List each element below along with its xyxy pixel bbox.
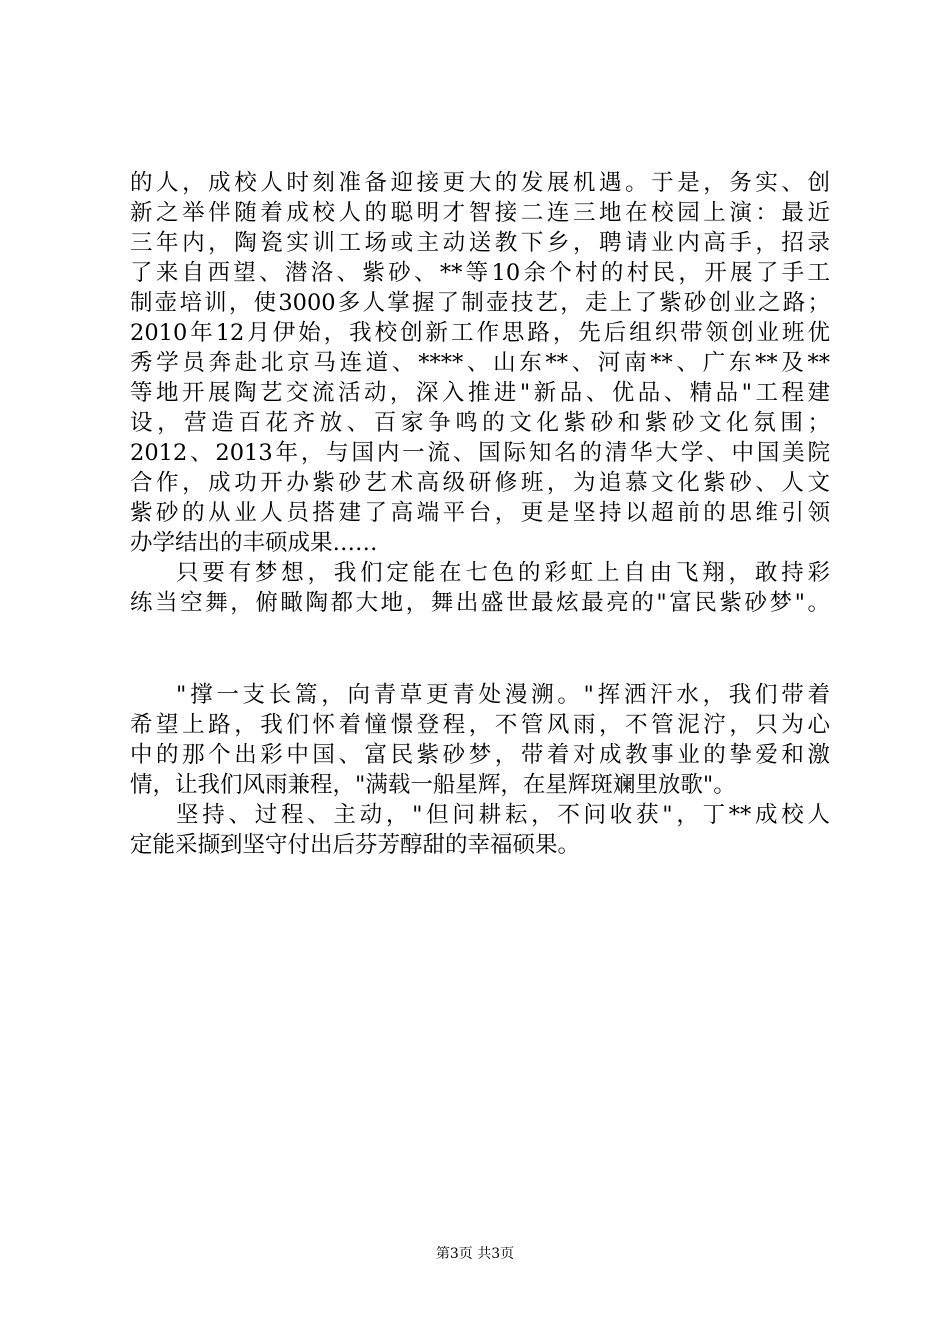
text-line: 坚持、过程、主动，"但问耕耘，不问收获"，丁**成校人: [176, 802, 830, 828]
text-line: 2010年12月伊始，我校创新工作思路，先后组织带领创业班优: [130, 320, 830, 346]
text-line: 只要有梦想，我们定能在七色的彩虹上自由飞翔，敢持彩: [176, 560, 830, 586]
text-line: 中的那个出彩中国、富民紫砂梦，带着对成教事业的挚爱和激: [130, 742, 830, 768]
document-body: [130, 168, 830, 860]
paragraph-spacer: [130, 618, 830, 680]
text-line: 情，让我们风雨兼程，"满载一船星辉，在星辉斑斓里放歌"。: [130, 772, 736, 798]
text-line: 2012、2013年，与国内一流、国际知名的清华大学、中国美院: [130, 440, 830, 466]
text-line: 紫砂的从业人员搭建了高端平台，更是坚持以超前的思维引领: [130, 500, 830, 526]
text-line: 希望上路，我们怀着憧憬登程，不管风雨，不管泥泞，只为心: [130, 712, 830, 738]
paragraph: [130, 680, 830, 800]
text-line: 定能采撷到坚守付出后芬芳醇甜的幸福硕果。: [130, 832, 581, 858]
paragraph: [130, 168, 830, 558]
text-line: 的人，成校人时刻准备迎接更大的发展机遇。于是，务实、创: [130, 170, 830, 196]
text-line: 了来自西望、潜洛、紫砂、**等10余个村的村民，开展了手工: [130, 260, 830, 286]
text-line: 三年内，陶瓷实训工场或主动送教下乡，聘请业内高手，招录: [130, 230, 830, 256]
text-line: 合作，成功开办紫砂艺术高级研修班，为追慕文化紫砂、人文: [130, 470, 830, 496]
text-line: 练当空舞，俯瞰陶都大地，舞出盛世最炫最亮的"富民紫砂梦"。: [130, 590, 830, 616]
text-line: 秀学员奔赴北京马连道、****、山东**、河南**、广东**及**: [130, 350, 830, 376]
paragraph: [130, 558, 830, 618]
text-line: 新之举伴随着成校人的聪明才智接二连三地在校园上演：最近: [130, 200, 830, 226]
paragraph: [130, 800, 830, 860]
text-line: 设，营造百花齐放、百家争鸣的文化紫砂和紫砂文化氛围；: [130, 410, 830, 436]
text-line: 办学结出的丰硕成果……: [130, 530, 378, 556]
page-footer: 第3页 共3页: [435, 1246, 515, 1262]
text-line: "撑一支长篙，向青草更青处漫溯。"挥洒汗水，我们带着: [176, 682, 830, 708]
text-line: 等地开展陶艺交流活动，深入推进"新品、优品、精品"工程建: [130, 380, 830, 406]
text-line: 制壶培训，使3000多人掌握了制壶技艺，走上了紫砂创业之路；: [130, 290, 830, 316]
